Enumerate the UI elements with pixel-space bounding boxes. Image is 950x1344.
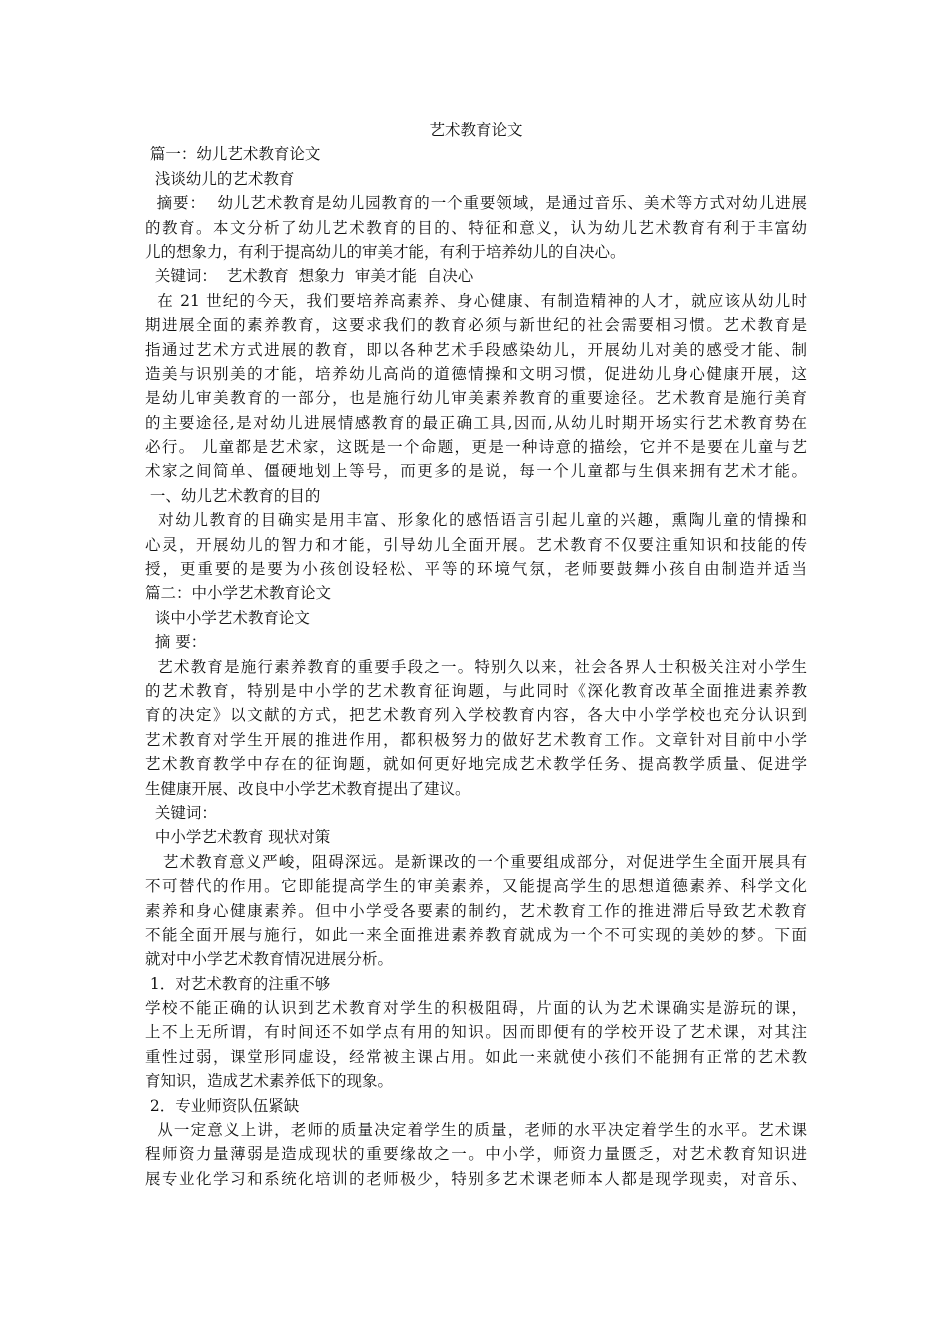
text-line: 程师资力量薄弱是造成现状的重要缘故之一。中小学，师资力量匮乏，对艺术教育知识进 [145, 1145, 807, 1164]
text-line: 的艺术教育，特别是中小学的艺术教育征询题，与此同时《深化教育改革全面推进素养教 [145, 681, 807, 700]
text-line: 从一定意义上讲，老师的质量决定着学生的质量，老师的水平决定着学生的水平。艺术课 [145, 1121, 807, 1140]
text-line: 术家之间简单、僵硬地划上等号，而更多的是说，每一个儿童都与生俱来拥有艺术才能。 [145, 462, 807, 481]
text-line: 一、幼儿艺术教育的目的 [145, 486, 321, 505]
text-line: 就对中小学艺术教育情况进展分析。 [145, 950, 394, 969]
text-line: 艺术教育教学中存在的征询题，就如何更好地完成艺术教学任务、提高教学质量、促进学 [145, 755, 807, 774]
text-line: 育知识，造成艺术素养低下的现象。 [145, 1072, 394, 1091]
text-line: 不可替代的作用。它即能提高学生的审美素养，又能提高学生的思想道德素养、科学文化 [145, 877, 807, 896]
text-line: 学校不能正确的认识到艺术教育对学生的积极阻碍，片面的认为艺术课确实是游玩的课， [145, 999, 807, 1018]
text-line: 的教育。本文分析了幼儿艺术教育的目的、特征和意义，认为幼儿艺术教育有利于丰富幼 [145, 218, 807, 237]
text-line: 中小学艺术教育 现状对策 [145, 828, 331, 847]
text-line: 儿的想象力，有利于提高幼儿的审美才能，有利于培养幼儿的自决心。 [145, 242, 626, 261]
text-line: 素养和身心健康素养。但中小学受各要素的制约，艺术教育工作的推进滞后导致艺术教育 [145, 901, 807, 920]
text-line: 育的决定》以文献的方式，把艺术教育列入学校教育内容，各大中小学学校也充分认识到 [145, 706, 807, 725]
text-line: 艺术教育对学生开展的推进作用，都积极努力的做好艺术教育工作。文章针对目前中小学 [145, 730, 807, 749]
document-body [145, 142, 807, 1191]
text-line: 不能全面开展与施行，如此一来全面推进素养教育就成为一个不可实现的美妙的梦。下面 [145, 925, 807, 944]
text-line: 造美与识别美的才能，培养幼儿高尚的道德情操和文明习惯，促进幼儿身心健康开展，这 [145, 364, 807, 383]
text-line: 是幼儿审美教育的一部分，也是施行幼儿审美素养教育的重要途径。艺术教育是施行美育 [145, 389, 807, 408]
text-line: 关键词： 艺术教育 想象力 审美才能 自决心 [145, 267, 474, 286]
text-line: 对幼儿教育的目确实是用丰富、形象化的感悟语言引起儿童的兴趣，熏陶儿童的情操和 [145, 511, 807, 530]
text-line: 必行。 儿童都是艺术家，这既是一个命题，更是一种诗意的描绘，它并不是要在儿童与艺 [145, 438, 807, 457]
text-line: 的主要途径,是对幼儿进展情感教育的最正确工具,因而,从幼儿时期开场实行艺术教育势在 [145, 413, 807, 432]
text-line: 指通过艺术方式进展的教育，即以各种艺术手段感染幼儿，开展幼儿对美的感受才能、制 [145, 340, 807, 359]
text-line: 心灵，开展幼儿的智力和才能，引导幼儿全面开展。艺术教育不仅要注重知识和技能的传 [145, 535, 807, 554]
text-line: 2．专业师资队伍紧缺 [145, 1096, 300, 1115]
text-line: 浅谈幼儿的艺术教育 [145, 169, 295, 188]
text-line: 上不上无所谓，有时间还不如学点有用的知识。因而即便有的学校开设了艺术课，对其注 [145, 1023, 807, 1042]
text-line: 授，更重要的是要为小孩创设轻松、平等的环境气氛，老师要鼓舞小孩自由制造并适当 [145, 560, 807, 579]
document-title: 艺术教育论文 [429, 121, 523, 139]
text-line: 摘 要： [145, 633, 207, 652]
text-line: 展专业化学习和系统化培训的老师极少，特别多艺术课老师本人都是现学现卖，对音乐、 [145, 1169, 807, 1188]
text-line: 关键词： [145, 803, 217, 822]
text-line: 艺术教育是施行素养教育的重要手段之一。特别久以来，社会各界人士积极关注对小学生 [145, 657, 807, 676]
text-line: 篇二：中小学艺术教育论文 [145, 584, 332, 603]
text-line: 期进展全面的素养教育，这要求我们的教育必须与新世纪的社会需要相习惯。艺术教育是 [145, 316, 807, 335]
text-line: 摘要： 幼儿艺术教育是幼儿园教育的一个重要领域，是通过音乐、美术等方式对幼儿进展 [145, 194, 807, 213]
text-line: 篇一：幼儿艺术教育论文 [145, 145, 321, 164]
text-line: 重性过弱，课堂形同虚设，经常被主课占用。如此一来就使小孩们不能拥有正常的艺术教 [145, 1047, 807, 1066]
text-line: 艺术教育意义严峻，阻碍深远。是新课改的一个重要组成部分，对促进学生全面开展具有 [145, 852, 807, 871]
text-line: 在 21 世纪的今天，我们要培养高素养、身心健康、有制造精神的人才，就应该从幼儿时 [145, 291, 807, 310]
text-line: 1．对艺术教育的注重不够 [145, 974, 331, 993]
text-line: 生健康开展、改良中小学艺术教育提出了建议。 [145, 779, 471, 798]
document-page [145, 118, 807, 1191]
text-line: 谈中小学艺术教育论文 [145, 608, 310, 627]
